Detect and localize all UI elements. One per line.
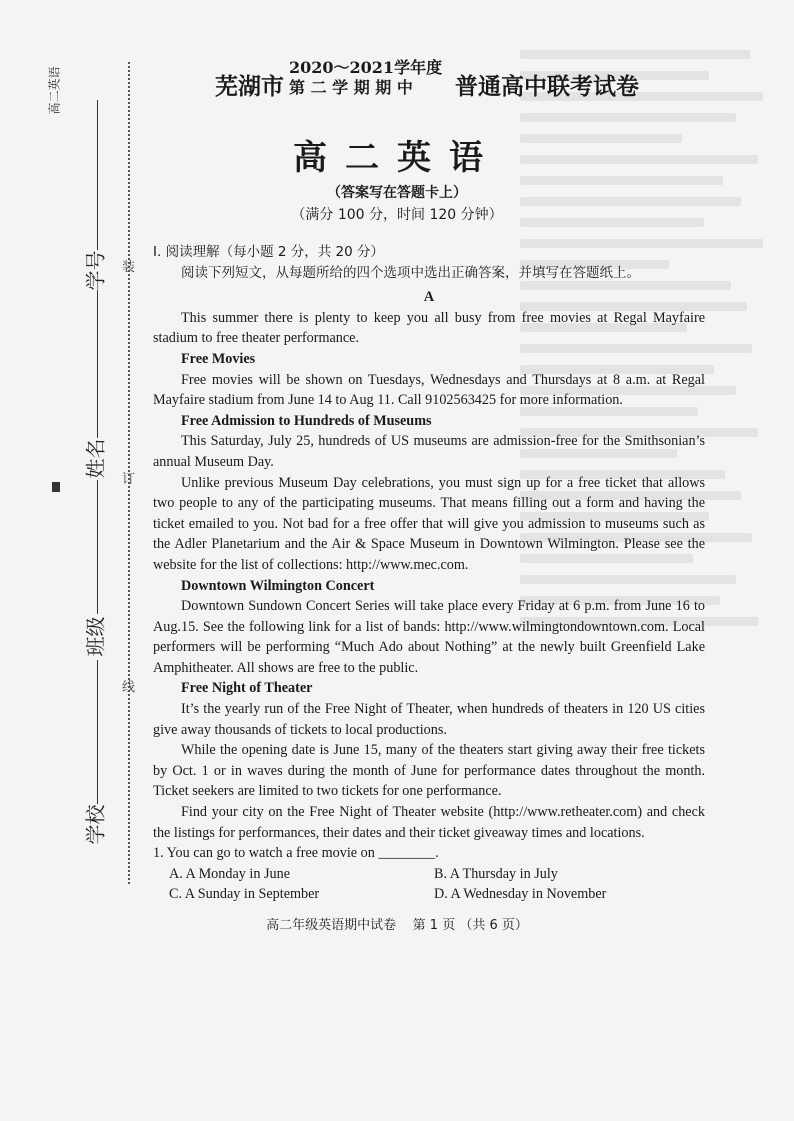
question-options [153,864,705,905]
paragraph-concert: Downtown Sundown Concert Series will take place every Friday at 6 p.m. from June 16 to Aug.15. See the following link for a list of bands: http://www.wilmingtondowntown.com. Local performers will be performing “Much Ado about Nothing” at the newly built Greenfield Lake Amphitheater. All shows are free to the public. [153,598,705,676]
paragraph-museums-2: Unlike previous Museum Day celebrations, you must sign up for a free ticket that allows two people to any of the participating museums. That means filling out a form and having the ticket emailed to you. Not bad for a free offer that will give you admission to museums such as the Adler Planetarium and the Air & Space Museum in Downtown Wilmington. Please see the website for the list of collections: http://www.mec.com. [153,474,705,573]
option-c: C. A Sunday in September [169,886,320,903]
exam-name: 普通高中联考试卷 [455,73,639,100]
subheading-museums: Free Admission to Hundreds of Museums [181,412,432,429]
subheading-free-movies: Free Movies [181,350,256,367]
exam-header [215,50,735,100]
paragraph-theater-2: While the opening date is June 15, many of the theaters start giving away their free tickets by Oct. 1 or in waves during the month of June for performance dates throughout the month. Ticket seekers are limited to two tickets for one performance. [153,742,705,800]
class-label: 班级 [85,616,108,657]
page-footer: 高二年级英语期中试卷 第 1 页 （共 6 页） [266,918,528,933]
option-d: D. A Wednesday in November [434,886,607,903]
school-year: 2020～2021学年度 [289,58,443,77]
name-label: 姓名 [85,438,108,479]
section-heading: Ⅰ. 阅读理解（每小题 2 分，共 20 分） [153,244,384,260]
margin-subject-label: 高二英语 [47,66,62,115]
passage-letter: A [423,289,435,306]
mark-zhuang: 装 [122,259,136,274]
class-line[interactable] [97,480,98,614]
mark-ding: 订 [122,471,136,486]
paragraph-theater-1: It’s the yearly run of the Free Night of Theater, when hundreds of theaters in 120 US cities give away thousands of tickets to local productions. [153,701,705,738]
margin-mark [52,482,60,492]
name-line[interactable] [97,290,98,438]
school-year-block [289,58,442,98]
paragraph-museums-1: This Saturday, July 25, hundreds of US museums are admission-free for the Smithsonian’s annual Museum Day. [153,433,705,470]
student-no-label: 学号 [85,250,108,291]
exam-content [153,242,705,905]
term-label: 第 二 学 期 期 中 [289,78,413,97]
city-name: 芜湖市 [215,73,284,100]
section-instruction: 阅读下列短文，从每题所给的四个选项中选出正确答案，并填写在答题纸上。 [181,264,640,281]
subheading-concert: Downtown Wilmington Concert [181,577,375,594]
subheading-theater: Free Night of Theater [181,680,313,697]
question-stem: 1. You can go to watch a free movie on ________. [153,845,439,862]
school-label: 学校 [85,804,108,845]
subject-title: 高二英语 [293,138,501,178]
school-line[interactable] [97,660,98,804]
paragraph-theater-3: Find your city on the Free Night of Theater website (http://www.retheater.com) and check the listings for performances, their dates and their ticket giveaway times and locations. [153,804,705,841]
paragraph-free-movies: Free movies will be shown on Tuesdays, Wednesdays and Thursdays at 8 a.m. at Regal Mayfaire stadium from June 14 to Aug 11. Call 9102563425 for more information. [153,371,705,409]
option-a: A. A Monday in June [169,865,290,882]
mark-xian: 线 [122,679,136,694]
answer-note: （答案写在答题卡上） [327,185,467,201]
passage-intro: This summer there is plenty to keep you all busy from free movies at Regal Mayfaire stadium to free theater performance. [153,309,705,347]
option-b: B. A Thursday in July [434,865,558,882]
score-time-note: （满分 100 分，时间 120 分钟） [291,207,503,223]
